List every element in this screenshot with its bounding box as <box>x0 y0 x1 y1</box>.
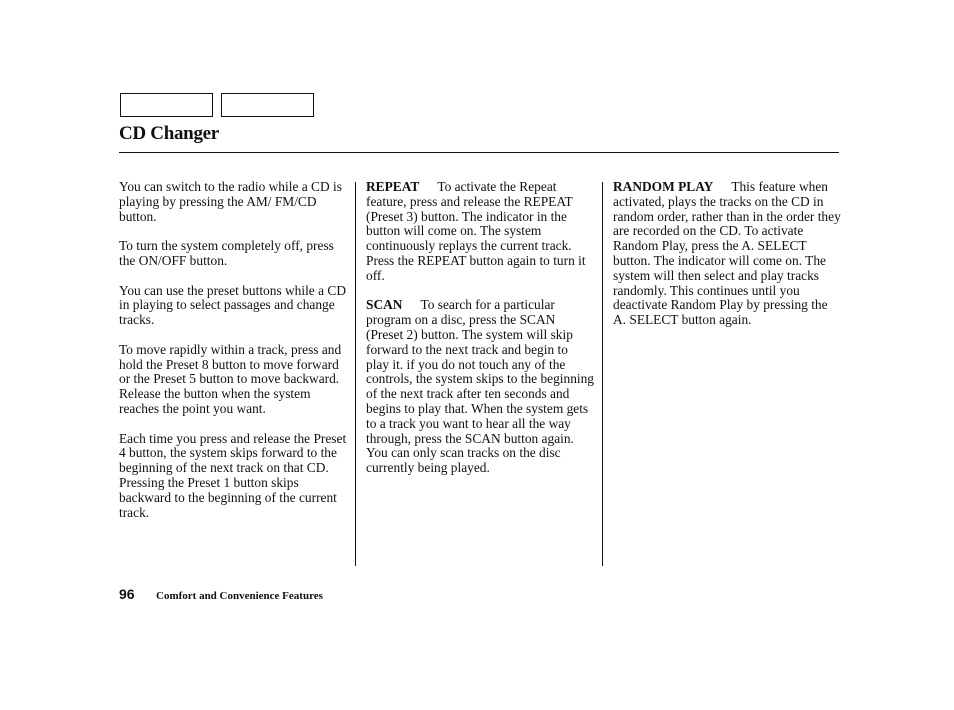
left-column <box>119 180 347 535</box>
repeat-text: To activate the Repeat feature, press and release the REPEAT (Preset 3) button. The indicator in the button will come on. The system continuously replays the current track. Press the REPEAT button again to turn it off. <box>366 179 586 283</box>
nav-box-next[interactable] <box>221 93 314 117</box>
footer-section-title: Comfort and Convenience Features <box>156 590 323 602</box>
middle-column <box>366 180 594 491</box>
random-play-section <box>613 180 843 328</box>
repeat-heading: REPEAT <box>366 179 420 194</box>
random-play-text: This feature when activated, plays the tracks on the CD in random order, rather than in the order they are recorded on the CD. To activate Random Play, press the A. SELECT button. The indicator will come on. The system will then select and play tracks randomly. This continues until you deactivate Random Play by pressing the A. SELECT button again. <box>613 179 841 328</box>
page-title: CD Changer <box>119 123 219 144</box>
paragraph-power-off: To turn the system completely off, press the ON/OFF button. <box>119 238 334 268</box>
nav-box-previous[interactable] <box>120 93 213 117</box>
random-play-heading: RANDOM PLAY <box>613 179 714 194</box>
paragraph-fast-move: To move rapidly within a track, press and hold the Preset 8 button to move forward or the Preset 5 button to move backward. Release the button when the system reaches the point you want. <box>119 341 342 416</box>
column-divider-2 <box>602 182 603 566</box>
scan-section <box>366 298 594 476</box>
right-column <box>613 180 843 343</box>
page-number: 96 <box>119 586 135 602</box>
paragraph-track-skip: Each time you press and release the Preset 4 button, the system skips forward to the beginning of the next track on that CD. Pressing the Preset 1 button skips backward to the beginning of the current track. <box>119 430 347 520</box>
paragraph-radio-switch: You can switch to the radio while a CD is playing by pressing the AM/ FM/CD button. <box>119 179 342 224</box>
paragraph-preset-buttons: You can use the preset buttons while a CD in playing to select passages and change tracks. <box>119 282 346 328</box>
column-divider-1 <box>355 182 356 566</box>
scan-heading: SCAN <box>366 297 403 313</box>
scan-text: To search for a particular program on a disc, press the SCAN (Preset 2) button. The system will skip forward to the next track and begin to play it. if you do not touch any of the controls, the system skips to the beginning of the next track after ten seconds and begins to play that. When the system gets to a track you want to hear all the way through, press the SCAN button again. You can only scan tracks on the disc currently being played. <box>366 297 594 476</box>
title-divider <box>119 152 839 153</box>
repeat-section <box>366 180 594 284</box>
